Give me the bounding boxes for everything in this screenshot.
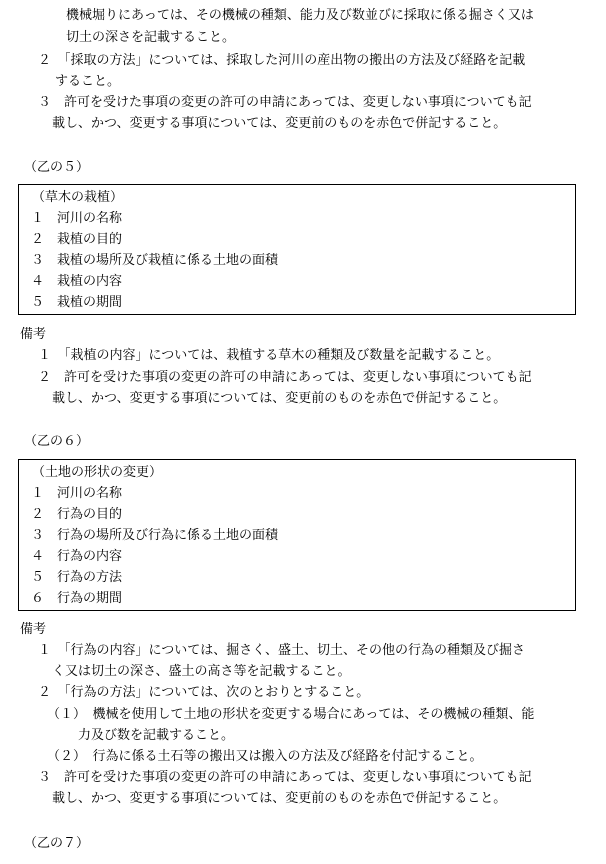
note-item: １ 「栽植の内容」については、栽植する草木の種類及び数量を記載すること。 <box>38 348 500 363</box>
note-item: ３ 許可を受けた事項の変更の許可の申請にあっては、変更しない事項についても記 <box>38 770 532 785</box>
form-item: ４ 行為の内容 <box>31 549 123 564</box>
note-item: ２ 許可を受けた事項の変更の許可の申請にあっては、変更しない事項についても記 <box>38 370 532 385</box>
top-note-3: ３ 許可を受けた事項の変更の許可の申請にあっては、変更しない事項についても記 <box>38 95 532 110</box>
section-heading-otsu7: （乙の７） <box>24 836 90 851</box>
note-item-cont: 載し、かつ、変更する事項については、変更前のものを赤色で併記すること。 <box>52 391 507 406</box>
form-item: ２ 栽植の目的 <box>31 232 123 247</box>
notes-label: 備考 <box>20 327 47 342</box>
note-item-cont: く又は切土の深さ、盛土の高さ等を記載すること。 <box>52 664 351 679</box>
box-title: （土地の形状の変更） <box>32 465 163 480</box>
form-item: １ 河川の名称 <box>31 486 123 501</box>
sub-note-item-cont: 力及び数を記載すること。 <box>78 728 235 743</box>
form-item: ２ 行為の目的 <box>31 507 123 522</box>
note-item: １ 「行為の内容」については、掘さく、盛土、切土、その他の行為の種類及び掘さ <box>38 643 525 658</box>
form-item: ３ 栽植の場所及び栽植に係る土地の面積 <box>31 253 279 268</box>
note-item-cont: 載し、かつ、変更する事項については、変更前のものを赤色で併記すること。 <box>52 791 507 806</box>
section-heading-otsu5: （乙の５） <box>24 160 90 175</box>
top-note-2-cont: すること。 <box>55 74 121 89</box>
notes-label: 備考 <box>20 622 47 637</box>
form-item: ６ 行為の期間 <box>31 591 123 606</box>
section-heading-otsu6: （乙の６） <box>24 434 90 449</box>
top-text-line: 切土の深さを記載すること。 <box>66 30 236 45</box>
top-text-line: 機械堀りにあっては、その機械の種類、能力及び数並びに採取に係る掘さく又は <box>66 8 534 23</box>
sub-note-item: （２） 行為に係る土石等の搬出又は搬入の方法及び経路を付記すること。 <box>47 749 483 764</box>
form-item: ３ 行為の場所及び行為に係る土地の面積 <box>31 528 279 543</box>
top-note-2: ２ 「採取の方法」については、採取した河川の産出物の搬出の方法及び経路を記載 <box>38 53 526 68</box>
form-item: ５ 行為の方法 <box>31 570 123 585</box>
form-item: ４ 栽植の内容 <box>31 274 123 289</box>
sub-note-item: （１） 機械を使用して土地の形状を変更する場合にあっては、その機械の種類、能 <box>47 707 535 722</box>
form-item: １ 河川の名称 <box>31 211 123 226</box>
form-item: ５ 栽植の期間 <box>31 295 123 310</box>
top-note-3-cont: 載し、かつ、変更する事項については、変更前のものを赤色で併記すること。 <box>52 116 507 131</box>
box-title: （草木の栽植） <box>32 190 124 205</box>
note-item: ２ 「行為の方法」については、次のとおりとすること。 <box>38 685 370 700</box>
